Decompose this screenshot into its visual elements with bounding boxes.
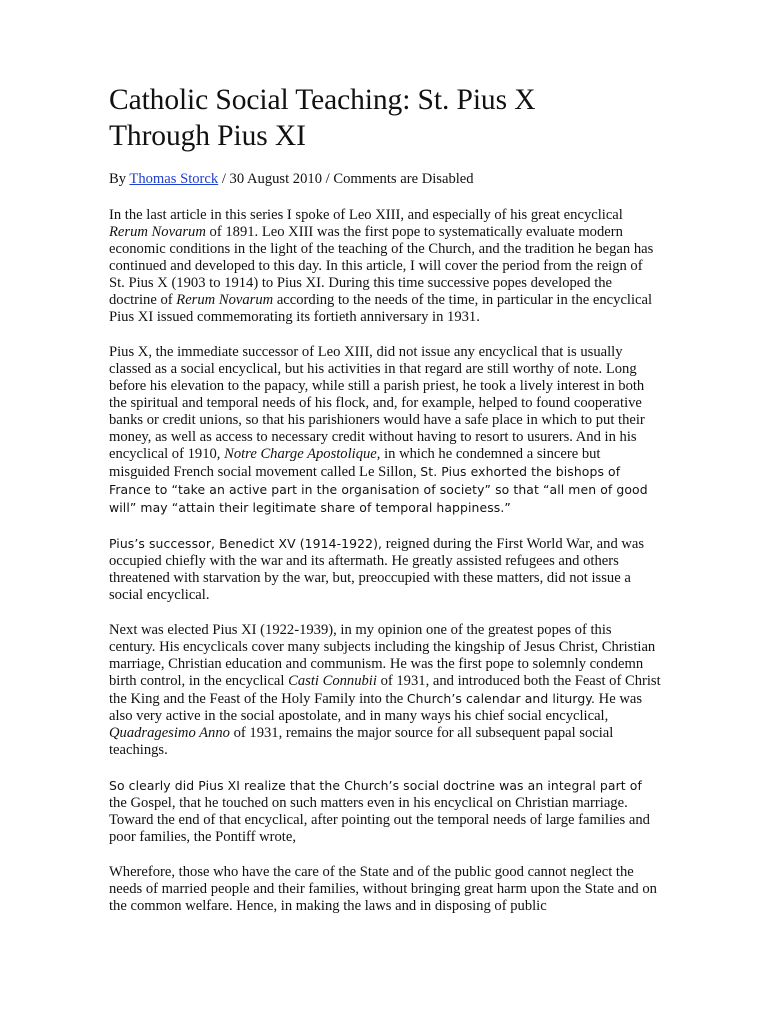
p4-text-e: He was also very active in the social apostolate, and in many ways his chief social encyclical, [109, 691, 643, 724]
p4-italic-quadragesimo-anno: Quadragesimo Anno [109, 725, 230, 741]
p2-italic-notre-charge: Notre Charge Apostolique [224, 446, 377, 462]
p4-text-a: Next was elected Pius XI (1922-1939), in my opinion one of the greatest popes of this century. His encyclicals cover many subjects including the kingship of Jesus Christ, Christian marriage, Christian education and communism. He was the first pope to solemnly condemn birth control, in the encyclical [109, 622, 656, 689]
byline [109, 171, 661, 188]
p1-text-e: according to the needs of the time, in particular in the encyclical Pius XI issued commemorating its fortieth anniversary in 1931. [109, 292, 653, 325]
p2-text-c: , in which he condemned a sincere but misguided French social movement called Le Sillon, [109, 446, 601, 480]
p4-text-d: Church’s calendar and liturgy. [406, 691, 596, 706]
p4-text-c: of 1931, and introduced both the Feast of Christ the King and the Feast of the Holy Family into the [109, 673, 661, 707]
byline-prefix: By [109, 171, 130, 187]
p2-text-a: Pius X, the immediate successor of Leo XIII, did not issue any encyclical that is usually classed as a social encyclical, but his activities in that regard are still worthy of note. Long before his elevation to the papacy, while still a parish priest, he took a lively interest in both the spiritual and temporal needs of his flock, and, for example, helped to found cooperative banks or credit unions, so that his parishioners would have a safe place in which to put their money, as well as access to necessary credit without having to resort to usurers. And in his encyclical of 1910, [109, 344, 645, 462]
title-line-2: Through Pius XI [109, 120, 306, 152]
paragraph-2 [109, 344, 661, 517]
article-title [109, 82, 661, 154]
byline-meta: / 30 August 2010 / Comments are Disabled [218, 171, 474, 187]
p3-text-b: reigned during the First World War, and was occupied chiefly with the war and its aftermath. He greatly assisted refugees and others threatened with starvation by the war, but, preoccupied with these matters, did not issue a social encyclical. [109, 536, 645, 603]
title-line-1: Catholic Social Teaching: St. Pius X [109, 84, 536, 116]
author-link[interactable]: Thomas Storck [129, 171, 219, 187]
article [109, 82, 661, 915]
paragraph-1 [109, 207, 661, 326]
paragraph-5 [109, 777, 661, 846]
p5-text-a: So clearly did Pius XI realize that the Church’s social doctrine was an integral part of [109, 778, 642, 793]
paragraph-6 [109, 864, 661, 915]
p5-text-b: the Gospel, that he touched on such matters even in his encyclical on Christian marriage. Toward the end of that encyclical, after pointing out the temporal needs of large families and poor families, the Pontiff wrote, [109, 795, 650, 845]
p4-italic-casti-connubii: Casti Connubii [288, 673, 377, 689]
p1-text-c: of 1891. Leo XIII was the first pope to systematically evaluate modern economic conditions in the light of the teaching of the Church, and the tradition he began has continued and developed to this day. In this article, I will cover the period from the reign of St. Pius X (1903 to 1914) to Pius XI. During this time successive popes developed the doctrine of [109, 224, 654, 308]
p6-text-a: Wherefore, those who have the care of the State and of the public good cannot neglect the needs of married people and their families, without bringing great harm upon the State and on the common welfare. Hence, in making the laws and in disposing of public [109, 864, 657, 914]
p4-text-g: of 1931, remains the major source for all subsequent papal social teachings. [109, 725, 614, 758]
p2-text-d: St. Pius exhorted the bishops of France to “take an active part in the organisation of society” so that “all men of good will” may “attain their legitimate share of temporal happiness.” [109, 464, 648, 515]
paragraph-4 [109, 622, 661, 759]
p1-text-a: In the last article in this series I spoke of Leo XIII, and especially of his great encyclical [109, 207, 623, 223]
p1-italic-rerum-novarum-2: Rerum Novarum [176, 292, 274, 308]
p1-italic-rerum-novarum: Rerum Novarum [109, 224, 206, 240]
paragraph-3 [109, 535, 661, 604]
p3-text-a: Pius’s successor, Benedict XV (1914-1922), [109, 536, 383, 551]
